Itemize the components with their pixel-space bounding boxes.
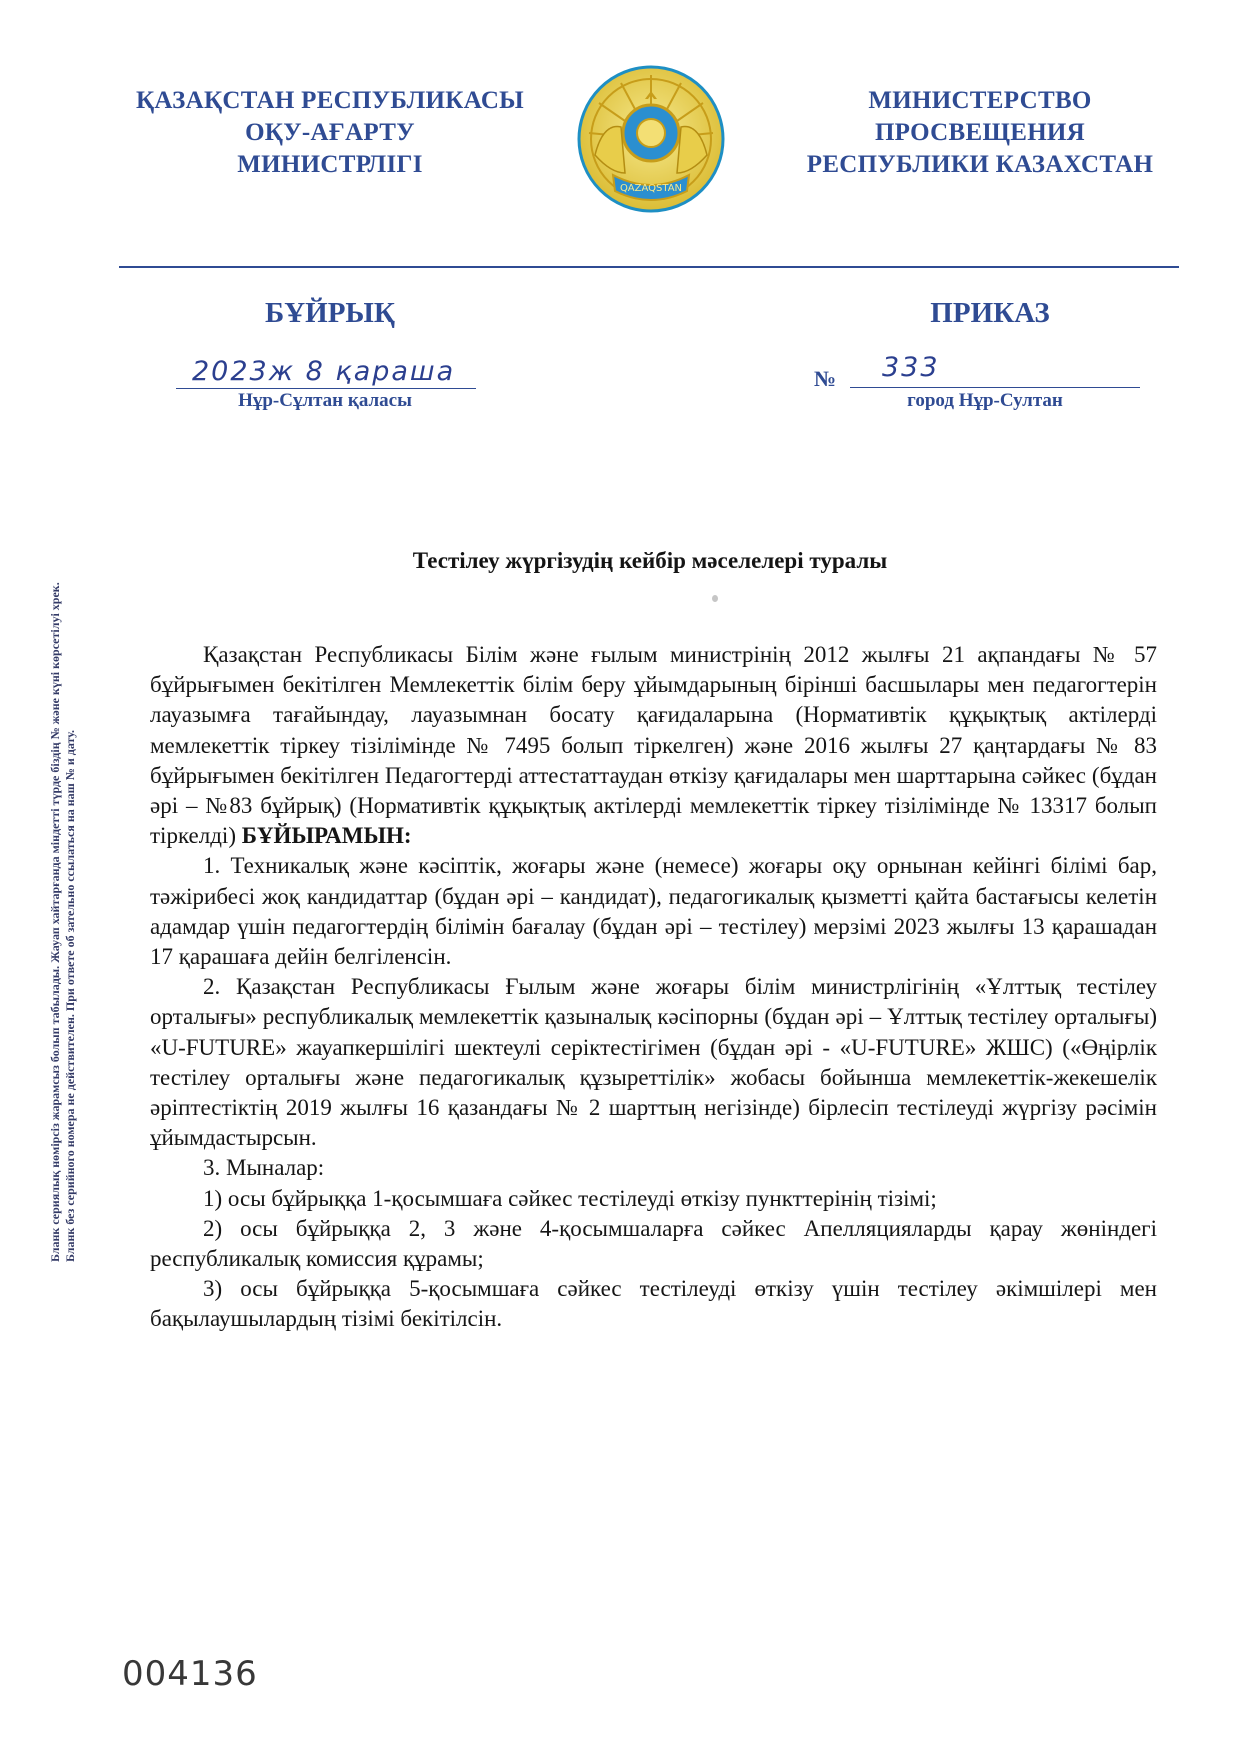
side-note-line-kz: Бланк сериялық нөмірсіз жарамсыз болып табылады. Жауап хайтарғанда міндетті түрде біздің № және күні көрсетілуі хрек. [48,582,62,1262]
state-emblem-icon [575,63,727,223]
ministry-name-ru-line1: МИНИСТЕРСТВО [868,87,1092,114]
document-body [150,640,1157,1335]
city-kz: Нұр-Сұлтан қаласы [238,390,412,411]
ministry-name-kz-line3: МИНИСТРЛІГІ [237,151,423,178]
side-note-vertical [48,492,78,1262]
command-word: БҰЙЫРАМЫН: [241,823,412,849]
item-1: 1. Техникалық және кәсіптік, жоғары және (немесе) жоғары оқу орнынан кейінгі білімі бар, тәжірибесі жоқ кандидаттар (бұдан әрі – кандидат), педагогикалық қызметті қайта бастағысы келетін адамдар үшін педагогтердің білімін бағалау (бұдан әрі – тестілеу) мерзімі 2023 жылғы 13 қарашадан 17 қарашаға дейін белгіленсін. [150,853,1157,970]
order-word-ru: ПРИКАЗ [930,297,1050,329]
ministry-name-kz [110,85,550,181]
order-date-handwritten: 2023ж 8 қараша [192,356,456,387]
city-ru: город Нұр-Султан [907,390,1063,411]
ministry-name-ru-line3: РЕСПУБЛИКИ КАЗАХСТАН [806,151,1154,178]
order-number-handwritten: 333 [882,352,940,383]
preamble-text: Қазақстан Республикасы Білім және ғылым министрінің 2012 жылғы 21 ақпандағы № 57 бұйрығымен бекітілген Мемлекеттік білім беру ұйымдарының бірінші басшылары мен педагогтерін лауазымға тағайындау, лауазымнан босату қағидаларына (Нормативтік құқықтық актілерді мемлекеттік тіркеу тізілімінде № 7495 болып тіркелген) және 2016 жылғы 27 қаңтардағы № 83 бұйрығымен бекітілген Педагогтерді аттестаттаудан өткізу қағидалары мен шарттарына сәйкес (бұдан әрі – №83 бұйрық) (Нормативтік құқықтық актілерді мемлекеттік тіркеу тізілімінде № 13317 болып тіркелді) [150,642,1157,849]
side-note-line-ru: Бланк без серийного номера не действителен. При ответе об зательно ссылаться на наш № и дату. [63,729,77,1262]
date-underline [176,388,476,389]
item-3: 3. Мыналар: [203,1155,325,1181]
stray-dot [712,595,718,602]
ministry-name-ru [780,85,1180,181]
ministry-name-ru-line2: ПРОСВЕЩЕНИЯ [874,119,1086,146]
preamble-paragraph [150,640,1157,851]
item-3-3: 3) осы бұйрыққа 5-қосымшаға сәйкес тестілеуді өткізу үшін тестілеу әкімшілері мен бақылаушылардың тізімі бекітілсін. [150,1276,1157,1332]
header-divider [119,266,1179,268]
item-2: 2. Қазақстан Республикасы Ғылым және жоғары білім министрлігінің «Ұлттық тестілеу орталығы» республикалық мемлекеттік қазыналық кәсіпорны (бұдан әрі – Ұлттық тестілеу орталығы) «U-FUTURE» жауапкершілігі шектеулі серіктестігімен (бұдан әрі - «U-FUTURE» ЖШС) («Өңірлік тестілеу орталығы және педагогикалық құзыреттілік» жобасы бойынша мемлекеттік-жекешелік әріптестіктің 2019 жылғы 16 қазандағы № 2 шарттың негізінде) бірлесіп тестілеуді жүргізу рәсімін ұйымдастырсын. [150,974,1157,1151]
ministry-name-kz-line1: ҚАЗАҚСТАН РЕСПУБЛИКАСЫ [135,87,525,114]
item-3-1: 1) осы бұйрыққа 1-қосымшаға сәйкес тестілеуді өткізу пункттерінің тізімі; [203,1185,937,1211]
svg-text:QAZAQSTAN: QAZAQSTAN [619,183,683,194]
document-title: Тестілеу жүргізудің кейбір мәселелері туралы [412,548,888,573]
order-word-kz: БҰЙРЫҚ [265,297,395,329]
number-underline [850,387,1140,388]
ministry-name-kz-line2: ОҚУ-АҒАРТУ [245,119,415,146]
number-sign: № [814,366,837,391]
serial-number: 004136 [122,1654,258,1694]
item-3-2: 2) осы бұйрыққа 2, 3 және 4-қосымшаларға сәйкес Апелляцияларды қарау жөніндегі республикалық комиссия құрамы; [150,1215,1157,1272]
